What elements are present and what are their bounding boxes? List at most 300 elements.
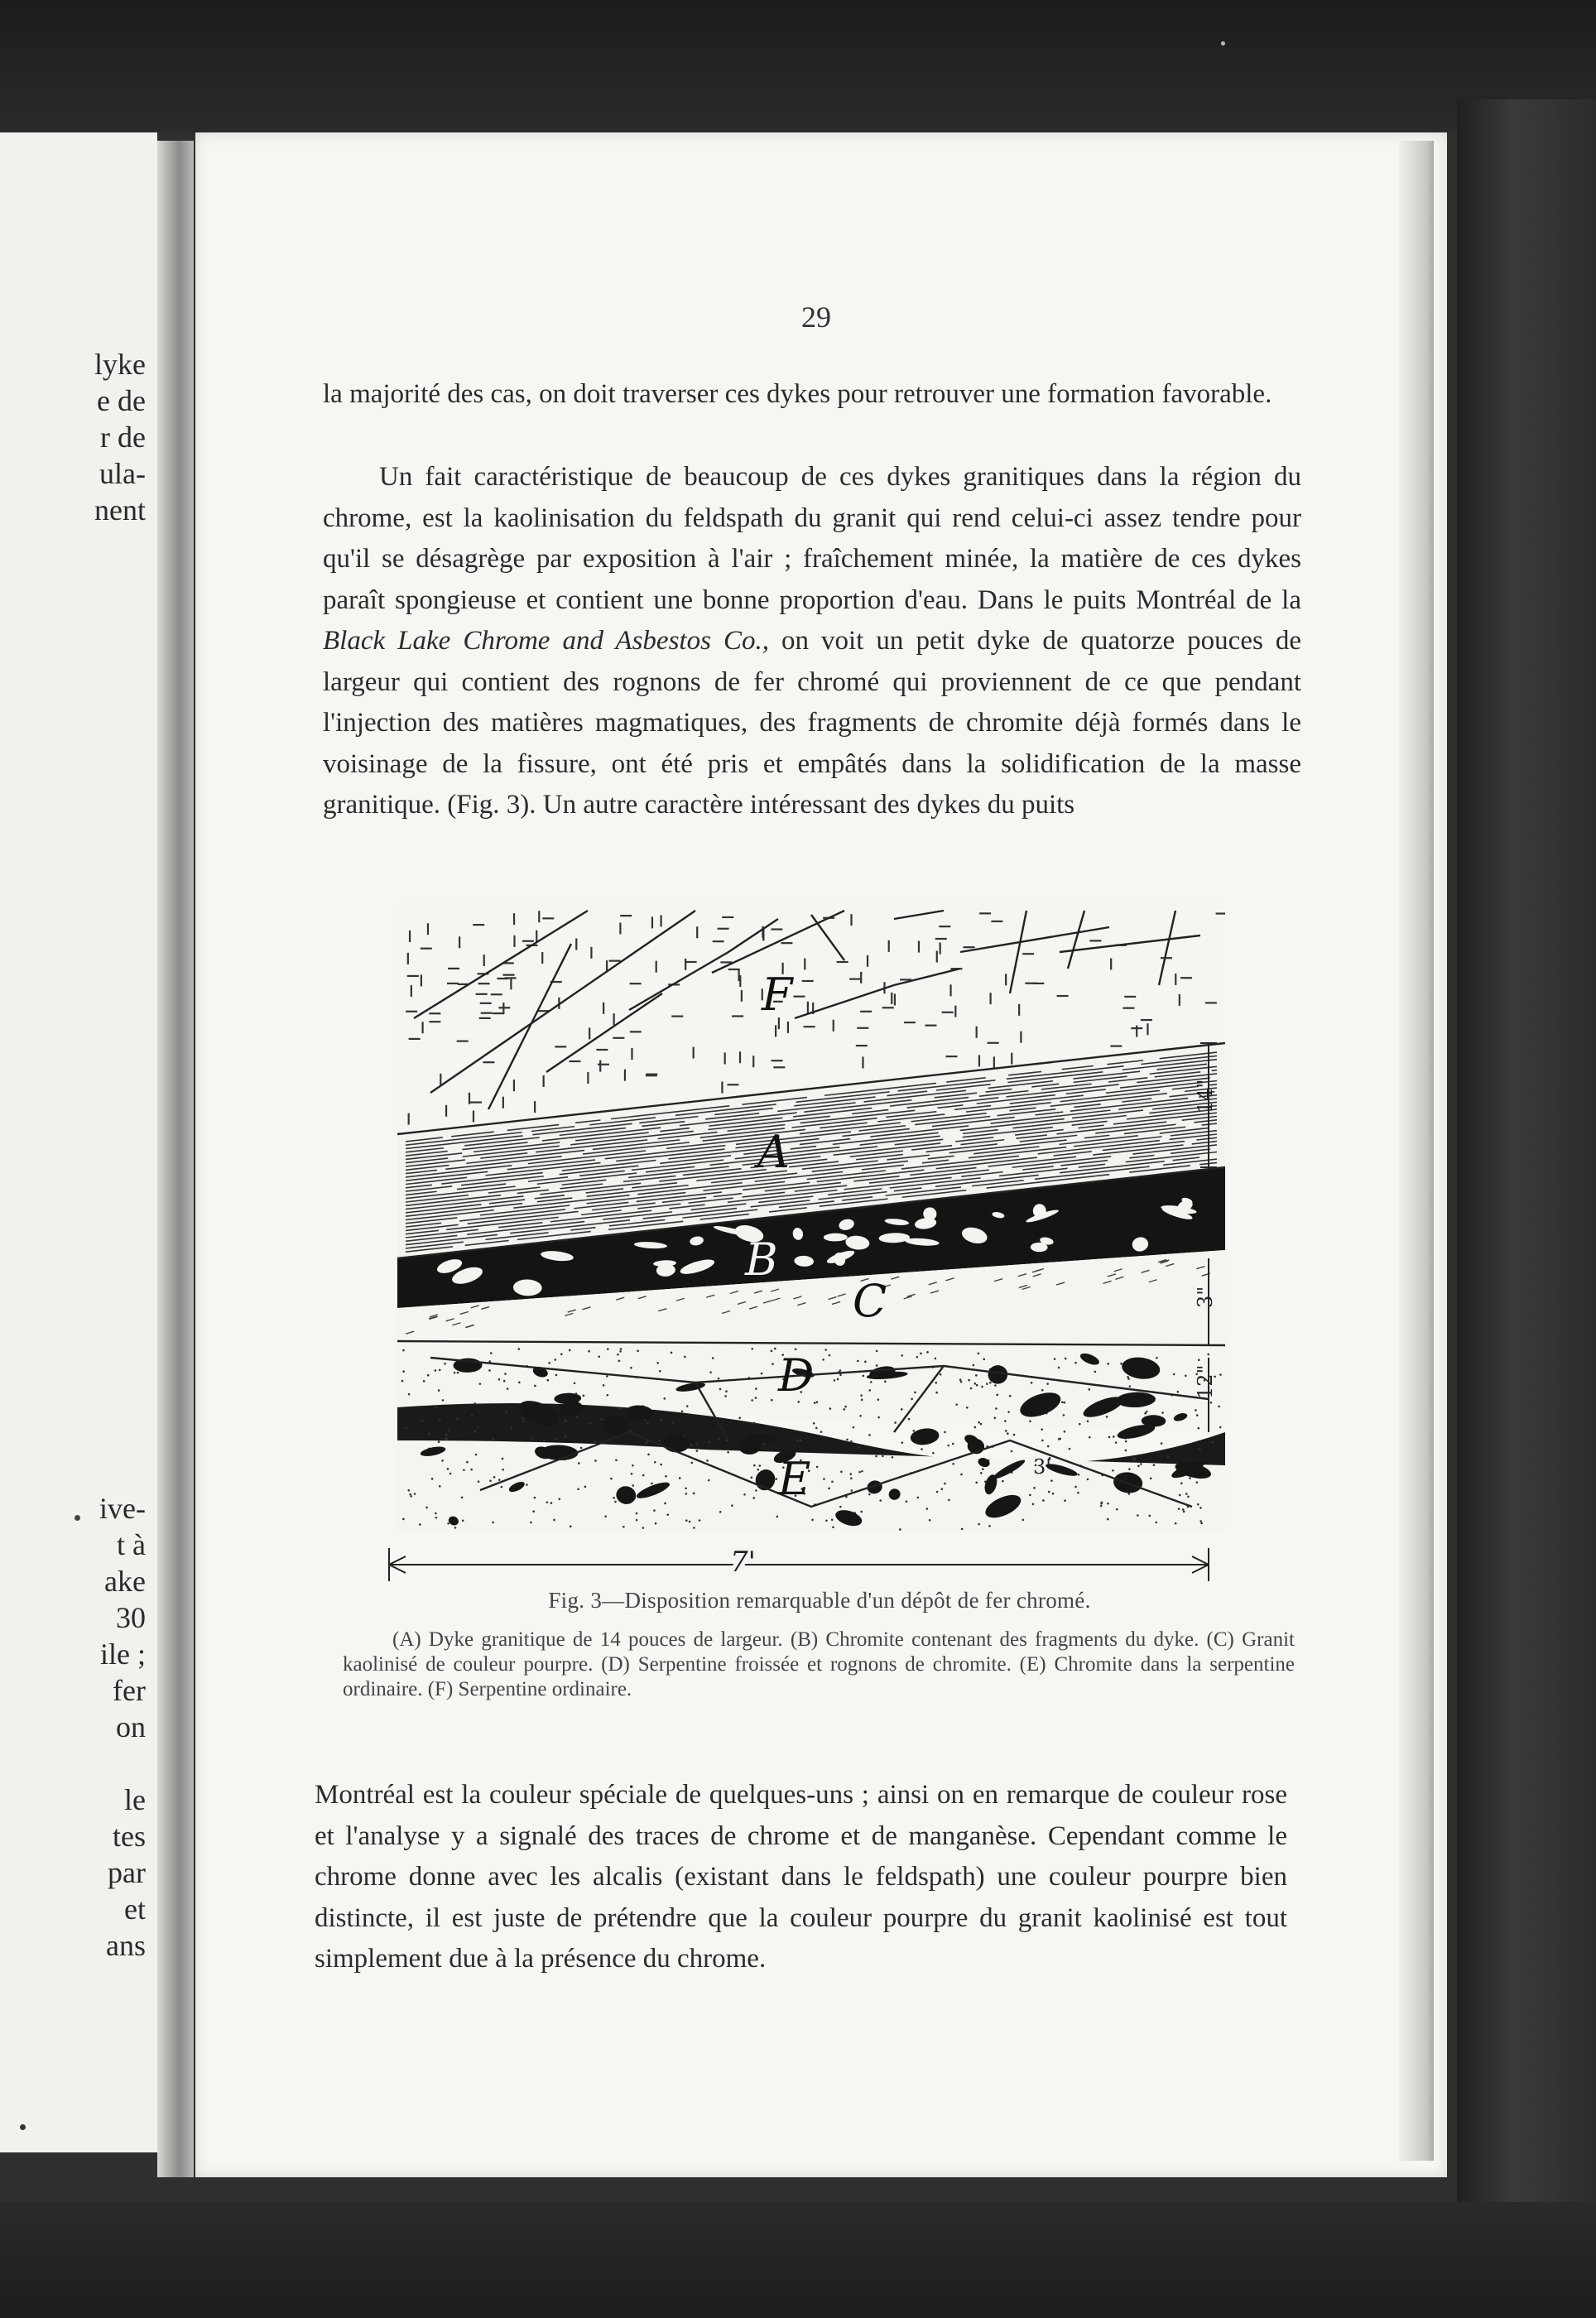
texture-dot <box>719 1388 722 1391</box>
texture-dot <box>983 1359 985 1361</box>
texture-dot <box>995 1407 997 1410</box>
left-page-fragment: fer <box>113 1674 146 1707</box>
texture-dot <box>534 1385 536 1387</box>
texture-dot <box>1137 1464 1140 1467</box>
texture-dot <box>1167 1455 1170 1458</box>
texture-dot <box>1153 1464 1156 1466</box>
texture-dot <box>712 1357 714 1359</box>
texture-dot <box>1022 1519 1025 1522</box>
left-page-fragment: ans <box>106 1929 146 1962</box>
texture-dot <box>1074 1362 1077 1364</box>
texture-dot <box>908 1418 911 1421</box>
texture-dot <box>894 1421 897 1424</box>
left-page-fragment: e de <box>97 384 146 417</box>
texture-dot <box>546 1379 549 1382</box>
texture-dot <box>978 1352 980 1354</box>
texture-dot <box>875 1455 877 1458</box>
texture-dot <box>454 1527 457 1529</box>
dim-12-inch: 12" <box>1194 1364 1217 1399</box>
texture-dot <box>850 1440 853 1443</box>
texture-dot <box>570 1526 572 1528</box>
texture-dot <box>1061 1401 1064 1403</box>
texture-dot <box>975 1374 978 1377</box>
texture-dot <box>1207 1354 1209 1356</box>
texture-dot <box>1087 1479 1089 1481</box>
texture-dot <box>1120 1363 1122 1365</box>
texture-dot <box>1089 1436 1091 1439</box>
texture-dot <box>637 1349 639 1352</box>
texture-dot <box>679 1477 681 1479</box>
texture-dot <box>498 1479 501 1481</box>
texture-dot <box>752 1497 755 1499</box>
texture-dot <box>1185 1493 1188 1495</box>
texture-dot <box>775 1478 777 1480</box>
texture-dot <box>1218 1406 1220 1408</box>
texture-dot <box>615 1459 618 1461</box>
texture-dot <box>846 1439 848 1441</box>
dim-3-inch: 3" <box>1194 1286 1217 1308</box>
texture-dot <box>685 1493 688 1495</box>
texture-dot <box>840 1471 843 1474</box>
texture-dot <box>526 1484 528 1486</box>
texture-dot <box>407 1489 410 1492</box>
texture-dot <box>1212 1441 1214 1444</box>
label-b: B <box>745 1234 778 1286</box>
texture-dot <box>565 1436 567 1438</box>
texture-dot <box>630 1367 632 1369</box>
texture-dot <box>800 1439 802 1441</box>
texture-dot <box>456 1417 459 1420</box>
texture-dot <box>1127 1378 1130 1380</box>
texture-dot <box>565 1420 567 1422</box>
texture-dot <box>1182 1508 1185 1511</box>
texture-dot <box>1179 1494 1181 1497</box>
texture-dot <box>1079 1423 1081 1426</box>
texture-dot <box>474 1431 477 1433</box>
texture-dot <box>843 1408 845 1411</box>
texture-dot <box>445 1434 448 1436</box>
texture-dot <box>877 1398 880 1401</box>
texture-dot <box>493 1439 495 1441</box>
texture-dot <box>1140 1463 1142 1465</box>
texture-dot <box>439 1369 441 1372</box>
texture-dot <box>502 1458 504 1460</box>
texture-dot <box>594 1440 597 1443</box>
texture-dot <box>929 1519 931 1522</box>
texture-dot <box>1156 1357 1158 1359</box>
texture-dot <box>839 1373 842 1376</box>
texture-dot <box>445 1438 448 1440</box>
texture-dot <box>868 1389 871 1392</box>
texture-dot <box>601 1418 603 1421</box>
texture-dot <box>1050 1479 1053 1482</box>
texture-dot <box>1058 1438 1060 1440</box>
left-page-fragment: t à <box>117 1528 146 1561</box>
scan-speck <box>20 2124 26 2130</box>
texture-dot <box>435 1406 438 1408</box>
left-page-fragment: lyke <box>94 348 146 381</box>
texture-dot <box>921 1448 923 1450</box>
texture-dot <box>708 1479 710 1482</box>
texture-dot <box>822 1359 824 1361</box>
texture-dot <box>1200 1522 1203 1525</box>
texture-dot <box>978 1523 980 1526</box>
texture-dot <box>461 1497 464 1499</box>
texture-dot <box>861 1399 863 1402</box>
texture-dot <box>864 1361 867 1363</box>
texture-dot <box>1183 1511 1185 1513</box>
texture-dot <box>986 1383 988 1385</box>
texture-dot <box>550 1502 553 1504</box>
texture-dot <box>1047 1445 1050 1448</box>
texture-dot <box>731 1504 733 1507</box>
texture-dot <box>507 1387 509 1390</box>
texture-dot <box>944 1431 946 1434</box>
texture-dot <box>828 1488 830 1490</box>
texture-dot <box>774 1348 776 1350</box>
texture-dot <box>935 1392 938 1394</box>
texture-dot <box>477 1426 479 1429</box>
figure-caption-legend <box>343 1628 1295 1702</box>
texture-dot <box>441 1460 444 1462</box>
texture-dot <box>636 1519 638 1522</box>
texture-dot <box>989 1382 992 1384</box>
texture-dot <box>449 1473 452 1475</box>
texture-dot <box>771 1399 773 1402</box>
texture-dot <box>1041 1428 1043 1431</box>
texture-dot <box>952 1443 954 1445</box>
texture-dot <box>603 1384 605 1387</box>
texture-dot <box>1127 1376 1129 1378</box>
paragraph-1-text: la majorité des cas, on doit traverser ces dykes pour retrouver une formation favorable. <box>323 379 1272 409</box>
texture-dot <box>877 1416 880 1419</box>
texture-dot <box>1065 1358 1067 1360</box>
texture-dot <box>853 1426 855 1429</box>
texture-dot <box>659 1370 661 1373</box>
texture-dot <box>724 1395 727 1397</box>
texture-dot <box>901 1408 903 1411</box>
texture-dot <box>471 1415 474 1417</box>
texture-dot <box>968 1379 970 1382</box>
texture-dot <box>428 1433 430 1436</box>
texture-dot <box>1219 1426 1222 1429</box>
texture-dot <box>427 1374 430 1377</box>
texture-dot <box>1063 1414 1065 1416</box>
texture-dot <box>1069 1448 1071 1450</box>
texture-hatch <box>1212 1070 1217 1071</box>
texture-dot <box>1180 1482 1183 1484</box>
left-page-fragment: ile ; <box>100 1638 146 1671</box>
texture-dot <box>681 1411 684 1413</box>
texture-dot <box>1178 1508 1180 1510</box>
texture-dot <box>1196 1414 1199 1416</box>
texture-dot <box>693 1493 695 1495</box>
left-page-fragment: par <box>108 1856 146 1889</box>
texture-dot <box>1029 1420 1031 1422</box>
left-page-fragment: r de <box>100 421 146 454</box>
texture-dot <box>438 1440 440 1443</box>
texture-dot <box>553 1519 555 1522</box>
texture-dot <box>974 1383 977 1385</box>
texture-dot <box>604 1515 607 1517</box>
texture-dot <box>658 1440 661 1442</box>
texture-dot <box>1052 1493 1055 1495</box>
texture-dot <box>655 1522 657 1525</box>
texture-dot <box>751 1477 753 1479</box>
page-edge-shadow <box>1399 141 1434 2161</box>
texture-dot <box>543 1440 546 1442</box>
texture-dot <box>518 1382 521 1384</box>
texture-dot <box>554 1359 556 1361</box>
texture-dot <box>1009 1395 1012 1397</box>
texture-dot <box>753 1422 756 1425</box>
texture-dot <box>1148 1515 1151 1517</box>
texture-dot <box>973 1364 975 1367</box>
texture-dot <box>503 1380 506 1383</box>
texture-dot <box>719 1437 721 1440</box>
texture-dot <box>882 1455 884 1458</box>
texture-dot <box>466 1461 469 1464</box>
texture-dot <box>1175 1522 1177 1525</box>
texture-dot <box>530 1522 532 1524</box>
texture-dot <box>574 1382 576 1384</box>
texture-dot <box>631 1473 633 1475</box>
texture-dot <box>1198 1359 1200 1361</box>
texture-dot <box>578 1462 580 1464</box>
texture-dot <box>1112 1469 1114 1472</box>
texture-dot <box>409 1493 411 1496</box>
texture-dot <box>1046 1383 1049 1385</box>
texture-dot <box>935 1382 937 1384</box>
texture-dot <box>763 1443 766 1445</box>
texture-dot <box>932 1452 935 1455</box>
scan-speck <box>75 1515 80 1521</box>
texture-dot <box>1133 1459 1136 1461</box>
texture-dot <box>619 1350 622 1353</box>
texture-dot <box>405 1426 407 1429</box>
texture-dot <box>690 1444 693 1446</box>
texture-dot <box>435 1517 438 1519</box>
texture-dot <box>901 1441 904 1444</box>
texture-dot <box>1077 1492 1079 1494</box>
texture-dot <box>555 1437 558 1440</box>
texture-dot <box>532 1510 535 1512</box>
figure-legend-text: (A) Dyke granitique de 14 pouces de largeur. (B) Chromite contenant des fragments du dyke. (C) Granit kaolinisé de couleur pourpre. (D) Serpentine froissée et rognons de chromite. (E) Chromite dans la serpentine ordinaire. (F) Serpentine ordinaire. <box>343 1628 1295 1700</box>
texture-dot <box>1106 1416 1108 1418</box>
paragraph-2-part-2: on voit un petit dyke de quatorze pouces de largeur qui contient des rognons de fer chromé qui proviennent de ce que pendant l'injection des matières magmatiques, des fragments de chromite déjà formés dans le voisinage de la fissure, ont été pris et empâtés dans la solidification de la masse granitique. (Fig. 3). Un autre caractère intéressant des dykes du puits <box>323 626 1301 820</box>
texture-dot <box>699 1519 701 1522</box>
texture-dot <box>771 1350 773 1353</box>
texture-dot <box>1107 1363 1109 1365</box>
texture-dot <box>1177 1391 1180 1393</box>
texture-dot <box>475 1454 478 1456</box>
texture-dot <box>439 1419 441 1421</box>
texture-dot <box>796 1440 799 1442</box>
texture-dot <box>442 1399 445 1402</box>
texture-dot <box>454 1372 456 1374</box>
texture-dot <box>462 1519 464 1522</box>
texture-dot <box>583 1395 585 1397</box>
texture-dot <box>457 1372 459 1374</box>
texture-nodule <box>738 1438 761 1455</box>
texture-dot <box>755 1397 757 1399</box>
left-page-fragment: 30 <box>116 1601 146 1634</box>
texture-dot <box>1011 1450 1013 1453</box>
texture-dot <box>1033 1487 1036 1489</box>
texture-dot <box>1041 1440 1044 1442</box>
texture-dot <box>935 1358 937 1360</box>
label-f: F <box>762 969 793 1021</box>
texture-dot <box>761 1373 763 1375</box>
dim-3-feet: 3' <box>1033 1455 1051 1479</box>
texture-dot <box>816 1466 819 1469</box>
paragraph-3 <box>315 1775 1287 1980</box>
texture-dot <box>598 1355 600 1358</box>
texture-dot <box>859 1415 862 1417</box>
texture-dot <box>642 1474 645 1477</box>
texture-dot <box>419 1523 421 1526</box>
texture-dot <box>522 1417 524 1420</box>
texture-dot <box>975 1481 978 1484</box>
left-page-fragment: et <box>124 1892 146 1926</box>
texture-dot <box>1007 1432 1009 1435</box>
texture-dot <box>531 1437 533 1440</box>
texture-dot <box>610 1478 613 1480</box>
texture-dot <box>960 1474 963 1476</box>
texture-dot <box>671 1352 673 1354</box>
texture-dot <box>690 1462 693 1464</box>
texture-dot <box>502 1469 504 1471</box>
label-c: C <box>853 1275 887 1327</box>
texture-dot <box>1161 1411 1164 1414</box>
texture-dot <box>613 1497 615 1499</box>
texture-dot <box>577 1488 579 1490</box>
texture-dot <box>1197 1503 1199 1506</box>
texture-dot <box>1064 1431 1066 1433</box>
texture-dot <box>814 1402 816 1404</box>
texture-dot <box>850 1489 853 1492</box>
texture-dot <box>505 1411 507 1413</box>
left-facing-page <box>0 132 157 2152</box>
texture-dot <box>1088 1388 1090 1391</box>
texture-dot <box>1094 1371 1097 1373</box>
texture-dot <box>1150 1478 1152 1480</box>
texture-dot <box>488 1369 491 1372</box>
dim-7-feet: 7' <box>730 1546 756 1579</box>
texture-dot <box>870 1381 873 1383</box>
paragraph-3-text: Montréal est la couleur spéciale de quelques-uns ; ainsi on en remarque de couleur rose et l'analyse y a signalé des traces de chrome et de manganèse. Cependant comme le chrome donne avec les alcalis (existant dans le feldspath) une couleur pourpre bien distincte, il est juste de prétendre que la couleur pourpre du granit kaolinisé est tout simplement due à la présence du chrome. <box>315 1780 1287 1974</box>
texture-dot <box>850 1477 853 1479</box>
texture-dot <box>695 1443 698 1445</box>
texture-dot <box>559 1498 561 1500</box>
texture-dot <box>517 1348 520 1350</box>
texture-dot <box>1125 1450 1127 1452</box>
scan-speck <box>1221 41 1225 46</box>
left-page-fragment: nent <box>94 493 146 527</box>
texture-dot <box>606 1375 608 1378</box>
texture-dot <box>858 1446 860 1449</box>
texture-dot <box>980 1423 983 1426</box>
texture-dot <box>1137 1514 1139 1517</box>
texture-dot <box>952 1463 954 1465</box>
texture-dot <box>976 1384 978 1387</box>
texture-dot <box>618 1407 621 1410</box>
texture-dot <box>498 1378 501 1381</box>
texture-dot <box>1199 1448 1201 1450</box>
texture-dot <box>944 1483 946 1485</box>
texture-dot <box>884 1381 887 1383</box>
texture-dot <box>548 1362 550 1364</box>
texture-dot <box>589 1422 592 1425</box>
texture-dot <box>401 1380 404 1383</box>
texture-dot <box>693 1527 695 1529</box>
texture-dot <box>753 1464 756 1467</box>
texture-dot <box>1195 1409 1197 1411</box>
texture-dot <box>1187 1495 1190 1498</box>
texture-dot <box>940 1373 942 1376</box>
texture-dot <box>663 1397 666 1400</box>
texture-dot <box>647 1422 649 1425</box>
texture-dot <box>912 1430 915 1432</box>
texture-dot <box>868 1434 871 1436</box>
left-page-fragment: le <box>124 1783 146 1816</box>
texture-dot <box>620 1348 623 1350</box>
texture-dot <box>844 1406 847 1408</box>
texture-dot <box>684 1356 686 1359</box>
texture-dot <box>879 1499 882 1502</box>
texture-dot <box>617 1354 619 1356</box>
texture-dot <box>1219 1373 1222 1376</box>
texture-dot <box>978 1421 980 1424</box>
texture-dot <box>1115 1441 1118 1444</box>
texture-dot <box>435 1512 437 1515</box>
texture-nodule <box>910 1426 940 1446</box>
texture-dot <box>868 1493 871 1496</box>
texture-dot <box>988 1525 991 1527</box>
texture-dot <box>1029 1494 1031 1497</box>
texture-dot <box>1210 1402 1213 1404</box>
texture-dot <box>816 1401 819 1403</box>
texture-dot <box>522 1420 525 1422</box>
paragraph-1 <box>323 374 1301 416</box>
texture-dot <box>660 1464 662 1466</box>
paragraph-2-part-1: Un fait caractéristique de beaucoup de ces dykes granitiques dans la région du chrome, est la kaolinisation du feldspath du granit qui rend celui-ci assez tendre pour qu'il se désagrège par exposition à l'air ; fraîchement minée, la matière de ces dykes paraît spongieuse et contient une bonne proportion d'eau. Dans le puits Montréal de la <box>323 462 1301 615</box>
texture-dot <box>834 1379 836 1382</box>
texture-dot <box>911 1398 913 1401</box>
texture-dot <box>831 1518 834 1521</box>
texture-dot <box>776 1516 779 1518</box>
texture-dot <box>1128 1493 1131 1495</box>
texture-dot <box>718 1378 720 1380</box>
texture-dot <box>504 1373 507 1375</box>
texture-dot <box>421 1420 424 1422</box>
texture-dot <box>981 1386 983 1388</box>
texture-dot <box>1013 1434 1016 1436</box>
texture-dot <box>738 1417 741 1420</box>
texture-dot <box>402 1349 405 1352</box>
texture-dot <box>492 1522 494 1524</box>
texture-dot <box>488 1360 491 1363</box>
texture-dot <box>661 1419 663 1421</box>
page-number: 29 <box>801 301 831 334</box>
dim-14-inch: 14" <box>1194 1079 1217 1113</box>
texture-dot <box>636 1512 638 1515</box>
texture-dot <box>696 1450 699 1452</box>
texture-dot <box>1042 1499 1045 1502</box>
texture-dot <box>576 1416 579 1418</box>
texture-dot <box>899 1528 901 1531</box>
texture-dot <box>926 1351 929 1354</box>
